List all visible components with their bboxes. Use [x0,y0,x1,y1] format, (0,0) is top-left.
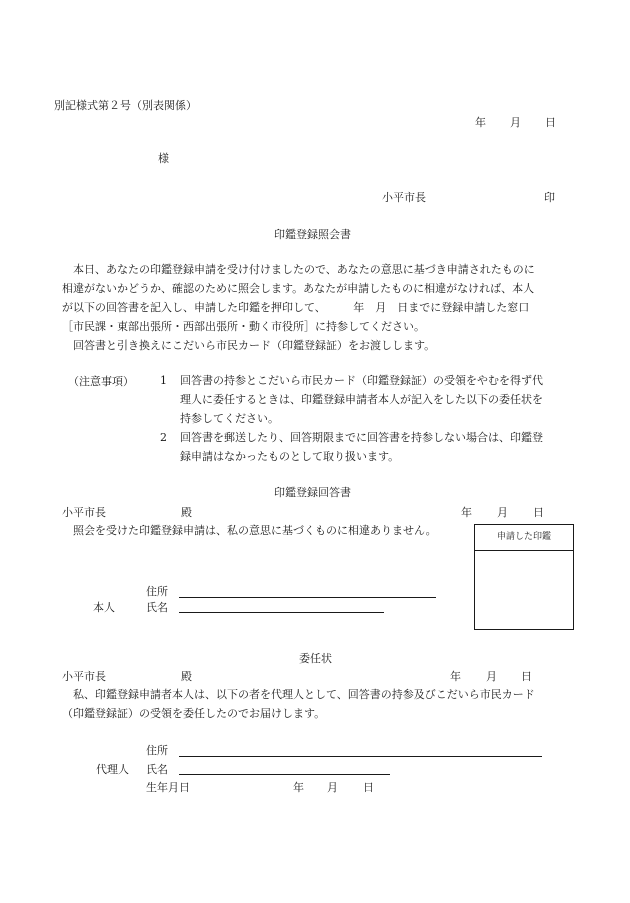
notes-label: （注意事項） [68,375,134,388]
inquiry-body-line: 回答書と引き換えにこだいら市民カード（印鑑登録証）をお渡しします。 [62,339,436,352]
proxy-birth-month: 月 [327,781,338,794]
reply-statement: 照会を受けた印鑑登録申請は、私の意思に基づくものに相違ありません。 [62,524,437,537]
inquiry-body-line: 本日、あなたの印鑑登録申請を受け付けましたので、あなたの意思に基づき申請されたものに [62,263,535,276]
proxy-address-label: 住所 [146,744,168,757]
proxy-date-day: 日 [521,670,532,683]
reply-date-day: 日 [533,506,544,519]
proxy-name-line[interactable] [179,774,390,775]
notes-list [160,371,543,466]
proxy-body-line: （印鑑登録証）の受領を委任したのでお届けします。 [62,707,326,720]
stamp-box-label: 申請した印鑑 [475,525,573,551]
reply-honorific: 殿 [181,506,192,519]
proxy-body [62,685,535,723]
addressee-suffix: 様 [158,152,169,165]
header-date-year: 年 [475,116,486,129]
proxy-body-line: 私、印鑑登録申請者本人は、以下の者を代理人として、回答書の持参及びこだいら市民カード [62,688,535,701]
inquiry-body [62,260,535,355]
proxy-address-line[interactable] [179,756,542,757]
seal-mark: 印 [544,191,555,204]
proxy-date-month: 月 [486,670,497,683]
note-item [160,428,543,447]
note-number: 1 [160,374,167,387]
reply-addressee: 小平市長 [62,506,106,519]
note-continuation: 理人に委任するときは、印鑑登録申請者本人が記入をした以下の委任状を [180,393,543,406]
proxy-addressee: 小平市長 [62,670,106,683]
note-continuation: 録申請はなかったものとして取り扱います。 [180,450,400,463]
note-line: 回答書の持参とこだいら市民カード（印鑑登録証）の受領をやむを得ず代 [180,374,543,387]
proxy-date-year: 年 [450,670,461,683]
inquiry-title: 印鑑登録照会書 [274,228,351,241]
proxy-name-label: 氏名 [146,763,168,776]
note-number: 2 [160,431,167,444]
reply-person-label: 本人 [93,601,115,614]
reply-title: 印鑑登録回答書 [274,486,351,499]
note-item [160,371,543,390]
reply-name-label: 氏名 [146,601,168,614]
reply-address-label: 住所 [146,585,168,598]
proxy-birth-year: 年 [293,781,304,794]
note-continuation: 持参してください。 [180,412,279,425]
proxy-honorific: 殿 [181,670,192,683]
proxy-birth-label: 生年月日 [146,781,190,794]
inquiry-body-line: 相違がないかどうか、確認のために照会します。あなたが申請したものに相違がなければ、本人 [62,282,535,295]
reply-address-line[interactable] [179,597,436,598]
proxy-birth-day: 日 [363,781,374,794]
header-date-day: 日 [545,116,556,129]
proxy-title: 委任状 [299,652,332,665]
header-date-month: 月 [510,116,521,129]
reply-name-line[interactable] [179,612,384,613]
sender-name: 小平市長 [382,191,426,204]
reply-date-year: 年 [461,506,472,519]
proxy-agent-label: 代理人 [96,763,129,776]
stamp-box [474,524,574,630]
inquiry-body-line: が以下の回答書を記入し、申請した印鑑を押印して、 年 月 日までに登録申請した窓口 [62,301,530,314]
form-number: 別記様式第２号（別表関係） [54,99,197,112]
note-line: 回答書を郵送したり、回答期限までに回答書を持参しない場合は、印鑑登 [180,431,543,444]
reply-date-month: 月 [497,506,508,519]
inquiry-body-line: ［市民課・東部出張所・西部出張所・動く市役所］に持参してください。 [62,320,425,333]
